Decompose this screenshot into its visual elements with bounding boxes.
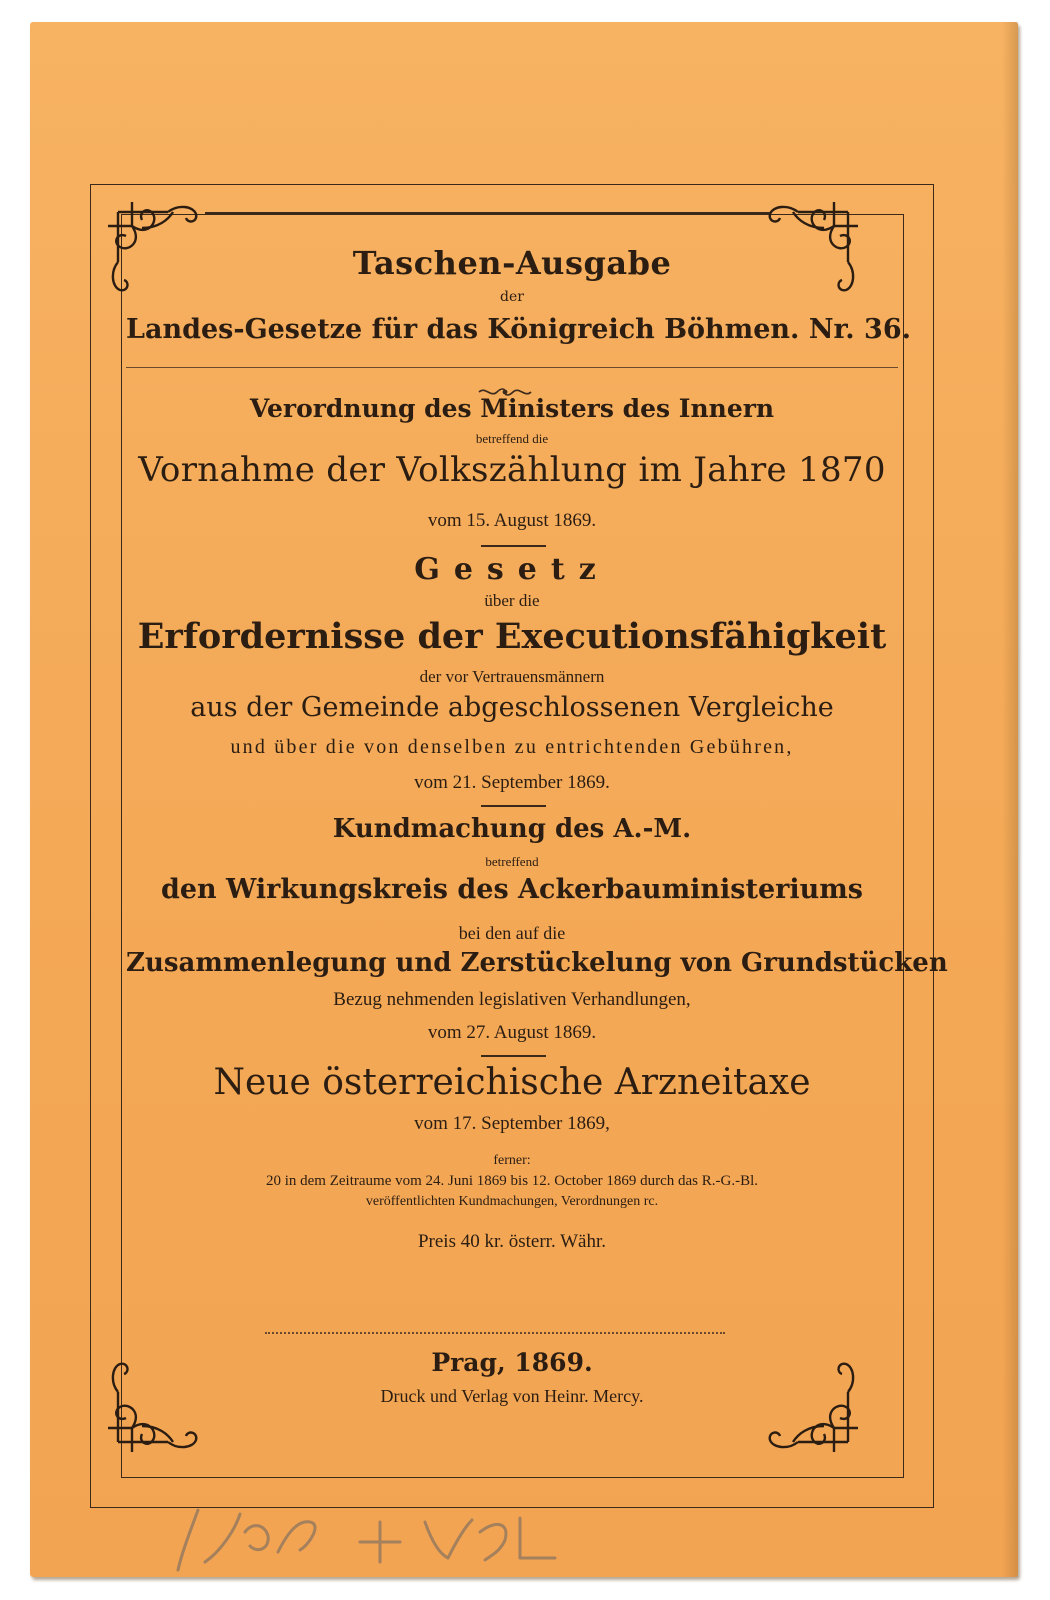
imprint-publisher: Druck und Verlag von Heinr. Mercy. xyxy=(380,1386,644,1406)
gesetz-line-2: der vor Vertrauensmännern xyxy=(419,667,605,686)
ferner-label: ferner: xyxy=(493,1153,531,1168)
verordnung-subject: Vornahme der Volkszählung im Jahre 1870 xyxy=(138,450,886,490)
arzneitaxe-date: vom 17. September 1869, xyxy=(414,1113,610,1134)
series-subtitle: Landes-Gesetze für das Königreich Böhmen. Nr. 36. xyxy=(126,314,912,345)
gesetz-subject: Erfordernisse der Executionsfähigkeit xyxy=(137,616,887,657)
price: Preis 40 kr. österr. Währ. xyxy=(417,1231,607,1252)
gesetz-ueber: über die xyxy=(484,591,540,610)
verordnung-betreffend: betreffend die xyxy=(475,431,549,446)
dotted-separator xyxy=(265,1332,725,1334)
section-divider-2 xyxy=(481,805,546,807)
kundmachung-line-2: bei den auf die xyxy=(458,923,566,943)
ferner-line-2: veröffentlichten Kundmachungen, Verordnungen rc. xyxy=(365,1194,659,1209)
arzneitaxe-title: Neue österreichische Arzneitaxe xyxy=(213,1062,811,1103)
gesetz-line-3: aus der Gemeinde abgeschlossenen Vergleiche xyxy=(190,692,834,723)
gesetz-line-4: und über die von denselben zu entrichtenden Gebühren, xyxy=(230,736,794,758)
book-cover xyxy=(30,22,1018,1577)
section-divider-3 xyxy=(481,1055,546,1057)
imprint-place-year: Prag, 1869. xyxy=(431,1348,593,1377)
section-divider-1 xyxy=(481,545,546,547)
kundmachung-date: vom 27. August 1869. xyxy=(427,1022,597,1043)
series-title: Taschen-Ausgabe xyxy=(352,244,672,282)
cover-edge-shadow xyxy=(1002,22,1018,1577)
kundmachung-line-3: Zusammenlegung und Zerstückelung von Grundstücken xyxy=(126,948,948,978)
series-der: der xyxy=(500,289,524,305)
kundmachung-betreffend: betreffend xyxy=(485,854,539,869)
ferner-line-1: 20 in dem Zeitraume vom 24. Juni 1869 bis 12. October 1869 durch das R.-G.-Bl. xyxy=(265,1173,758,1189)
verordnung-title: Verordnung des Ministers des Innern xyxy=(249,394,775,423)
gesetz-title: Gesetz xyxy=(414,552,610,587)
kundmachung-title: Kundmachung des A.-M. xyxy=(332,814,692,844)
kundmachung-line-4: Bezug nehmenden legislativen Verhandlungen, xyxy=(333,989,691,1010)
verordnung-date: vom 15. August 1869. xyxy=(427,510,597,531)
gesetz-date: vom 21. September 1869. xyxy=(414,772,610,793)
pencil-inscription-handwriting xyxy=(160,1492,620,1582)
kundmachung-subject: den Wirkungskreis des Ackerbauministeriums xyxy=(160,874,864,905)
